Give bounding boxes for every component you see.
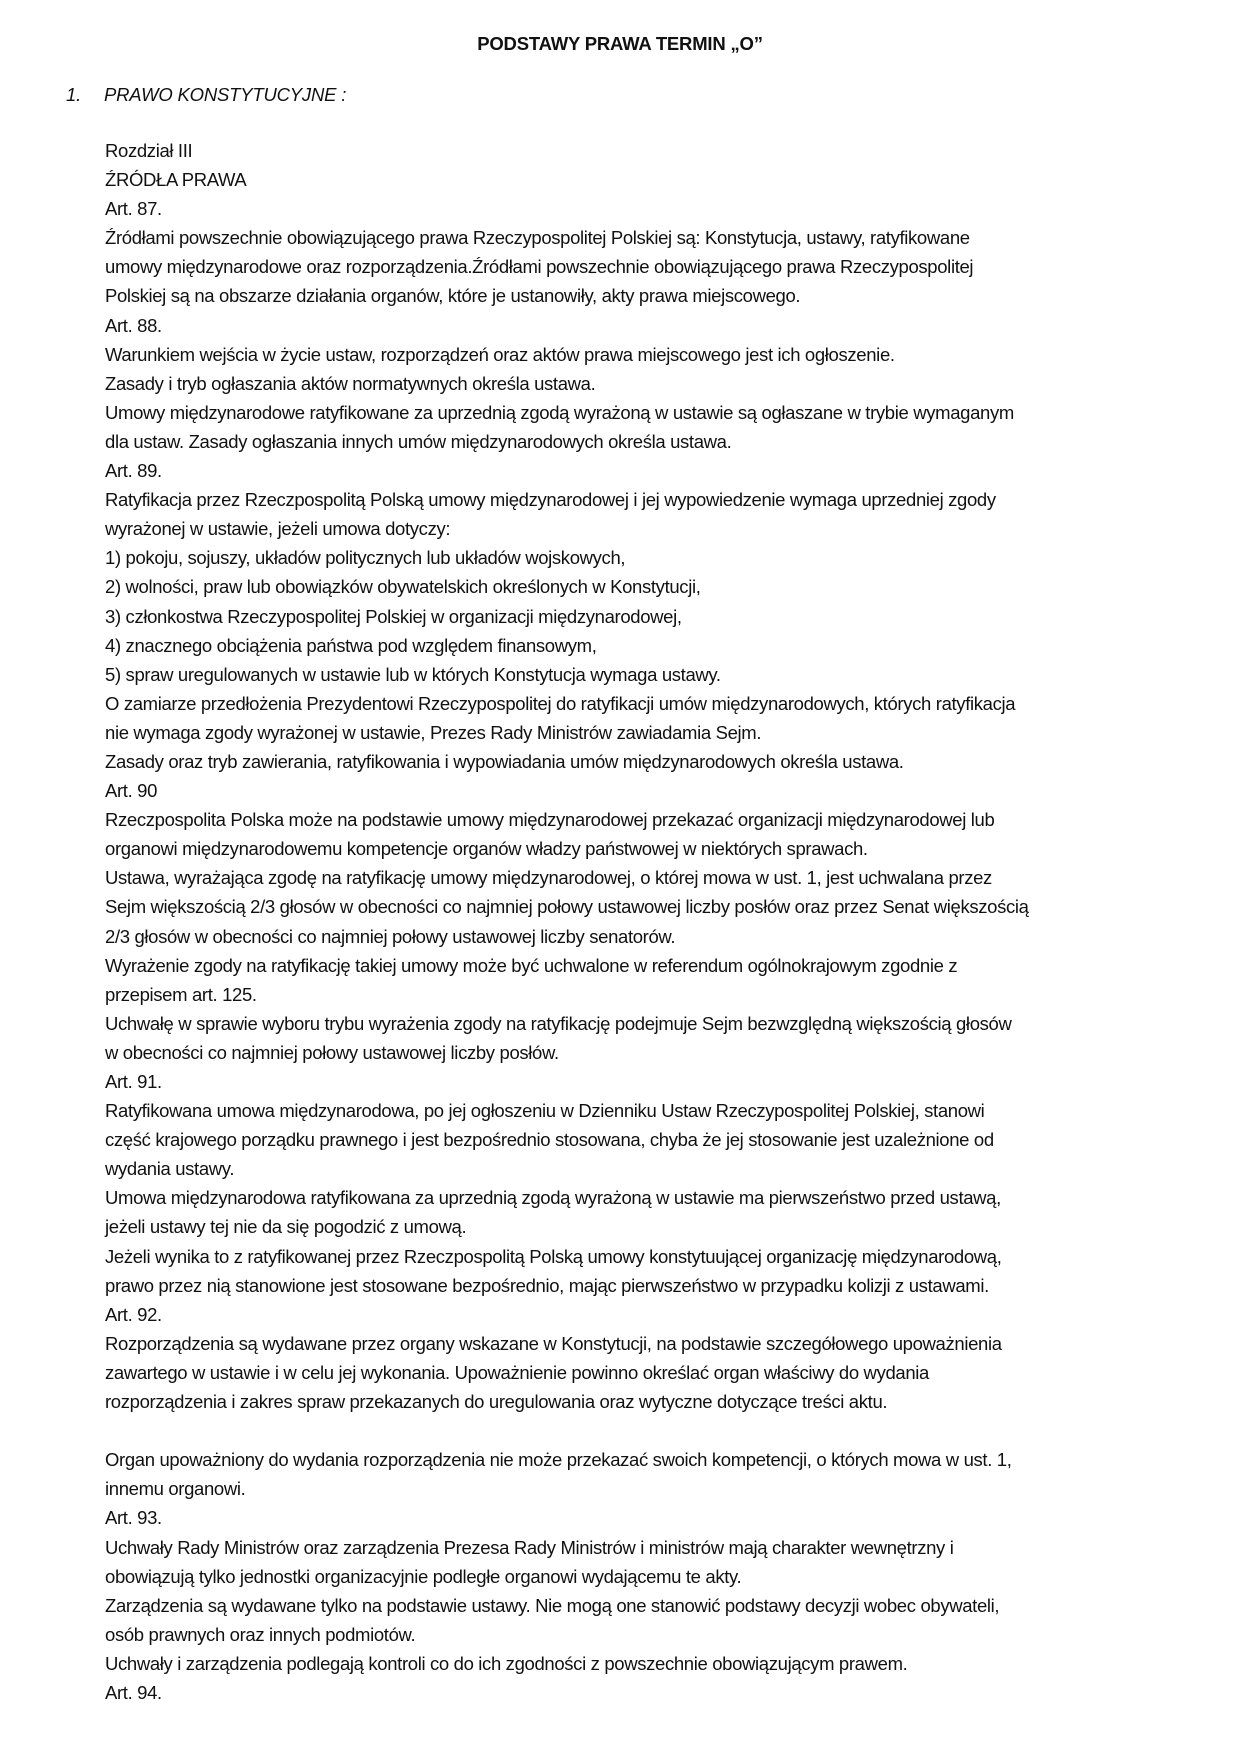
text-line: Rozdział III	[105, 140, 193, 161]
text-line: Uchwały i zarządzenia podlegają kontroli co do ich zgodności z powszechnie obowiązującym prawem.	[105, 1652, 908, 1674]
text-line: prawo przez nią stanowione jest stosowane bezpośrednio, mając pierwszeństwo w przypadku kolizji z ustawami.	[105, 1274, 989, 1296]
text-line: Umowy międzynarodowe ratyfikowane za uprzednią zgodą wyrażoną w ustawie są ogłaszane w trybie wymaganym	[105, 401, 1014, 423]
text-line: Zasady oraz tryb zawierania, ratyfikowania i wypowiadania umów międzynarodowych określa ustawa.	[105, 750, 904, 772]
text-line: Rzeczpospolita Polska może na podstawie umowy międzynarodowej przekazać organizacji międzynarodowej lub	[105, 809, 995, 831]
text-line: 2) wolności, praw lub obowiązków obywatelskich określonych w Konstytucji,	[105, 576, 701, 598]
text-line: część krajowego porządku prawnego i jest bezpośrednio stosowana, chyba że jej stosowanie jest uzależnione od	[105, 1129, 994, 1151]
text-line: ŹRÓDŁA PRAWA	[105, 169, 247, 191]
section-number: 1.	[66, 84, 82, 105]
text-line: Umowa międzynarodowa ratyfikowana za uprzednią zgodą wyrażoną w ustawie ma pierwszeństwo przed ustawą,	[105, 1187, 1001, 1209]
text-line: przepisem art. 125.	[105, 983, 257, 1005]
text-line: obowiązują tylko jednostki organizacyjnie podległe organowi wydającemu te akty.	[105, 1565, 742, 1587]
article-heading: Art. 92.	[105, 1303, 162, 1325]
text-line: Warunkiem wejścia w życie ustaw, rozporządzeń oraz aktów prawa miejscowego jest ich ogłoszenie.	[105, 343, 895, 365]
text-line: Zasady i tryb ogłaszania aktów normatywnych określa ustawa.	[105, 372, 596, 394]
article-heading: Art. 90	[105, 780, 158, 802]
text-line: wyrażonej w ustawie, jeżeli umowa dotyczy:	[105, 518, 451, 540]
text-line: Uchwałę w sprawie wyboru trybu wyrażenia zgody na ratyfikację podejmuje Sejm bezwzględną większością głosów	[105, 1012, 1012, 1034]
text-line: jeżeli ustawy tej nie da się pogodzić z umową.	[105, 1216, 467, 1238]
text-line: Zarządzenia są wydawane tylko na podstawie ustawy. Nie mogą one stanowić podstawy decyzji wobec obywateli,	[105, 1594, 1000, 1616]
text-line: w obecności co najmniej połowy ustawowej liczby posłów.	[105, 1041, 559, 1063]
article-heading: Art. 89.	[105, 460, 162, 482]
text-line: organowi międzynarodowemu kompetencje organów władzy państwowej w niektórych sprawach.	[105, 838, 868, 860]
article-heading: Art. 93.	[105, 1507, 162, 1529]
text-line: Wyrażenie zgody na ratyfikację takiej umowy może być uchwalone w referendum ogólnokrajowym zgodnie z	[105, 954, 958, 976]
text-line: zawartego w ustawie i w celu jej wykonania. Upoważnienie powinno określać organ właściwy do wydania	[105, 1361, 929, 1383]
text-line: rozporządzenia i zakres spraw przekazanych do uregulowania oraz wytyczne dotyczące treści aktu.	[105, 1391, 888, 1413]
text-line: Uchwały Rady Ministrów oraz zarządzenia Prezesa Rady Ministrów i ministrów mają charakter wewnętrzny i	[105, 1536, 954, 1558]
blank-line	[105, 1416, 1105, 1445]
article-heading: Art. 87.	[105, 198, 162, 220]
text-line: nie wymaga zgody wyrażonej w ustawie, Prezes Rady Ministrów zawiadamia Sejm.	[105, 721, 762, 743]
document-body	[105, 136, 1105, 1707]
text-line: dla ustaw. Zasady ogłaszania innych umów międzynarodowych określa ustawa.	[105, 430, 732, 452]
article-heading: Art. 94.	[105, 1681, 162, 1703]
article-heading: Art. 91.	[105, 1071, 162, 1092]
text-line: 5) spraw uregulowanych w ustawie lub w których Konstytucja wymaga ustawy.	[105, 663, 721, 685]
text-line: 1) pokoju, sojuszy, układów politycznych lub układów wojskowych,	[105, 547, 626, 569]
text-line: Polskiej są na obszarze działania organów, które je ustanowiły, akty prawa miejscowego.	[105, 285, 801, 307]
text-line: Ratyfikacja przez Rzeczpospolitą Polską umowy międzynarodowej i jej wypowiedzenie wymaga uprzedniej zgody	[105, 489, 996, 511]
text-line: Jeżeli wynika to z ratyfikowanej przez Rzeczpospolitą Polską umowy konstytuującej organizację międzynarodową,	[105, 1245, 1002, 1267]
text-line: O zamiarze przedłożenia Prezydentowi Rzeczypospolitej do ratyfikacji umów międzynarodowych, których ratyfikacja	[105, 692, 1016, 714]
text-line: 4) znacznego obciążenia państwa pod względem finansowym,	[105, 634, 597, 656]
section-title: PRAWO KONSTYTUCYJNE :	[104, 84, 347, 105]
document-title: PODSTAWY PRAWA TERMIN „O”	[477, 33, 763, 54]
text-line: umowy międzynarodowe oraz rozporządzenia.Źródłami powszechnie obowiązującego prawa Rzeczypospolitej	[105, 256, 974, 278]
text-line: Ratyfikowana umowa międzynarodowa, po jej ogłoszeniu w Dzienniku Ustaw Rzeczypospolitej Polskiej, stanowi	[105, 1100, 985, 1122]
text-line: Rozporządzenia są wydawane przez organy wskazane w Konstytucji, na podstawie szczegółowego upoważnienia	[105, 1332, 1002, 1354]
text-line: Źródłami powszechnie obowiązującego prawa Rzeczypospolitej Polskiej są: Konstytucja, ustawy, ratyfikowane	[105, 227, 970, 249]
text-line: 3) członkostwa Rzeczypospolitej Polskiej w organizacji międzynarodowej,	[105, 605, 682, 627]
section-heading	[66, 81, 346, 109]
text-line: Ustawa, wyrażająca zgodę na ratyfikację umowy międzynarodowej, o której mowa w ust. 1, jest uchwalana przez	[105, 867, 992, 889]
text-line: innemu organowi.	[105, 1478, 246, 1500]
text-line: Sejm większością 2/3 głosów w obecności co najmniej połowy ustawowej liczby posłów oraz przez Senat większością	[105, 896, 1029, 918]
text-line: 2/3 głosów w obecności co najmniej połowy ustawowej liczby senatorów.	[105, 925, 676, 947]
text-line: osób prawnych oraz innych podmiotów.	[105, 1623, 416, 1645]
text-line: wydania ustawy.	[105, 1158, 235, 1180]
article-heading: Art. 88.	[105, 314, 162, 336]
text-line: Organ upoważniony do wydania rozporządzenia nie może przekazać swoich kompetencji, o których mowa w ust. 1,	[105, 1449, 1012, 1471]
